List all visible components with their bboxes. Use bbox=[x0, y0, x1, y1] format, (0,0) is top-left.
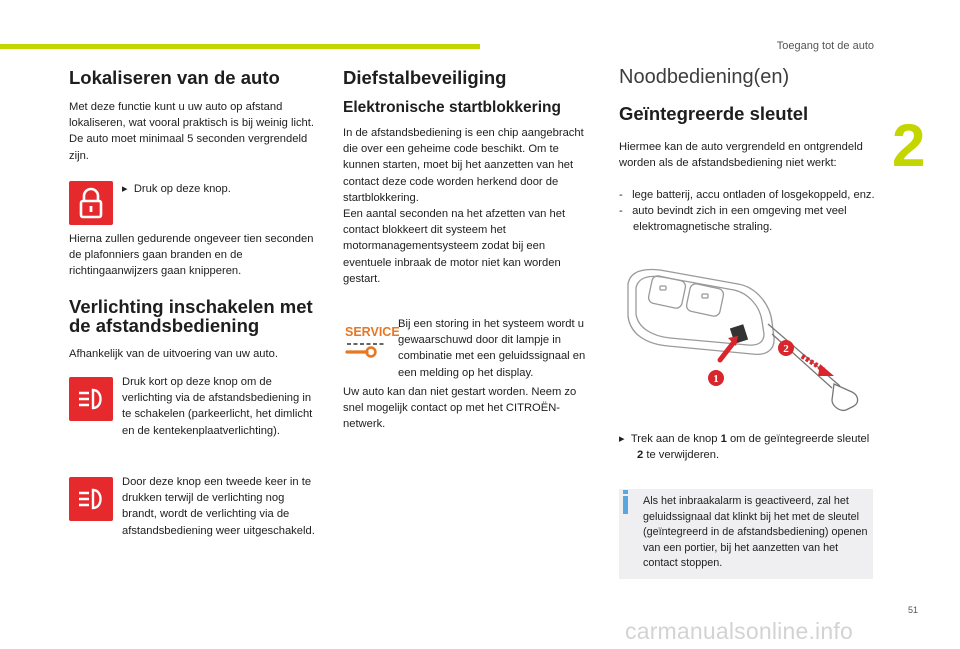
service-wrench-icon bbox=[345, 323, 399, 359]
watermark: carmanualsonline.info bbox=[625, 618, 853, 644]
paragraph-intro: Hiermee kan de auto vergrendeld en ontgrendeld worden als de afstandsbediening niet werkt: bbox=[619, 141, 863, 170]
list-item: - auto bevindt zich in een omgeving met veel elektromagnetische straling. bbox=[619, 205, 847, 234]
bullet-list bbox=[619, 187, 875, 236]
step-pull bbox=[619, 431, 875, 463]
step-press bbox=[122, 181, 322, 197]
info-icon bbox=[623, 496, 628, 514]
service-label: SERVICE bbox=[345, 325, 399, 339]
heading-integrated-key: Geïntegreerde sleutel bbox=[619, 103, 809, 124]
paragraph-short-press: Druk kort op deze knop om de verlichting via de afstandsbediening in te schakelen (parkeerlicht, het dimlicht en de kentekenplaatverlichting). bbox=[122, 376, 313, 437]
headlight-icon bbox=[69, 477, 113, 521]
paragraph-chip: In de afstandsbediening is een chip aangebracht die over een geheime code beschikt. Om te kunnen starten, moet bij het aanzetten van het contact deze code worden herkend door de startblokkering. bbox=[343, 127, 584, 204]
headlight-icon bbox=[69, 377, 113, 421]
heading-lights: Verlichting inschakelen met de afstandsbediening bbox=[69, 296, 313, 337]
paragraph-second-press: Door deze knop een tweede keer in te drukken terwijl de verlichting nog brandt, wordt de verlichting via de afstandsbediening weer uitgeschakeld. bbox=[122, 476, 315, 537]
paragraph-seconds: Een aantal seconden na het afzetten van het contact blokkeert dit systeem het motormanagementsysteem zodat bij een eventuele inbraak de motor niet kan worden gestart. bbox=[343, 208, 566, 285]
headlight-button-icon-box-1 bbox=[69, 377, 113, 421]
chapter-number: 2 bbox=[892, 112, 926, 179]
paragraph-locate: Met deze functie kunt u uw auto op afstand lokaliseren, wat vooral praktisch is bij weinig licht. De auto moet minimaal 5 seconden vergrendeld zijn. bbox=[69, 101, 314, 162]
paragraph-after: Hierna zullen gedurende ongeveer tien seconden de plafonniers gaan branden en de richtingaanwijzers gaan knipperen. bbox=[69, 233, 314, 278]
step-marker: ▸ bbox=[619, 433, 631, 445]
step-text: Trek aan de knop bbox=[630, 433, 721, 445]
step-ref: 1 bbox=[720, 433, 727, 445]
paragraph-depends: Afhankelijk van de uitvoering van uw auto. bbox=[69, 348, 278, 360]
paragraph-fault: Bij een storing in het systeem wordt u gewaarschuwd door dit lampje in combinatie met een geluidssignaal en een melding op het display. bbox=[398, 318, 586, 379]
step-ref: 2 bbox=[637, 449, 644, 462]
section-title: Toegang tot de auto bbox=[776, 40, 874, 52]
step-marker: ▸ bbox=[122, 183, 134, 195]
callout-2: 2 bbox=[783, 343, 789, 355]
header-accent-bar bbox=[0, 44, 480, 49]
key-fob-illustration bbox=[620, 264, 870, 424]
info-text: Als het inbraakalarm is geactiveerd, zal het geluidssignaal dat klinkt bij het met de sleutel (geïntegreerd in de afstandsbediening) openen van een portier, bij het aanzetten van het contact stoppen. bbox=[643, 495, 868, 570]
page-number: 51 bbox=[908, 605, 919, 615]
heading-locate: Lokaliseren van de auto bbox=[69, 67, 280, 88]
heading-theft: Diefstalbeveiliging bbox=[343, 67, 507, 88]
heading-emergency: Noodbediening(en) bbox=[619, 66, 790, 88]
heading-immobiliser: Elektronische startblokkering bbox=[343, 99, 561, 116]
step-press-text: Druk op deze knop. bbox=[133, 183, 231, 195]
callout-1: 1 bbox=[713, 373, 719, 385]
list-item-text: lege batterij, accu ontladen of losgekoppeld, enz. bbox=[632, 189, 875, 201]
step-text: om de geïntegreerde sleutel bbox=[726, 433, 870, 445]
headlight-button-icon-box-2 bbox=[69, 477, 113, 521]
lock-button-icon-box bbox=[69, 181, 113, 225]
padlock-icon bbox=[69, 181, 113, 225]
list-item-text: auto bevindt zich in een omgeving met veel elektromagnetische straling. bbox=[632, 205, 847, 234]
paragraph-cannot-start: Uw auto kan dan niet gestart worden. Neem zo snel mogelijk contact op met het CITROËN-netwerk. bbox=[343, 386, 577, 431]
step-text: te verwijderen. bbox=[643, 449, 720, 462]
service-warning-icon bbox=[345, 323, 399, 359]
list-item: - lege batterij, accu ontladen of losgekoppeld, enz. bbox=[619, 189, 875, 201]
info-icon-dot bbox=[623, 490, 628, 494]
